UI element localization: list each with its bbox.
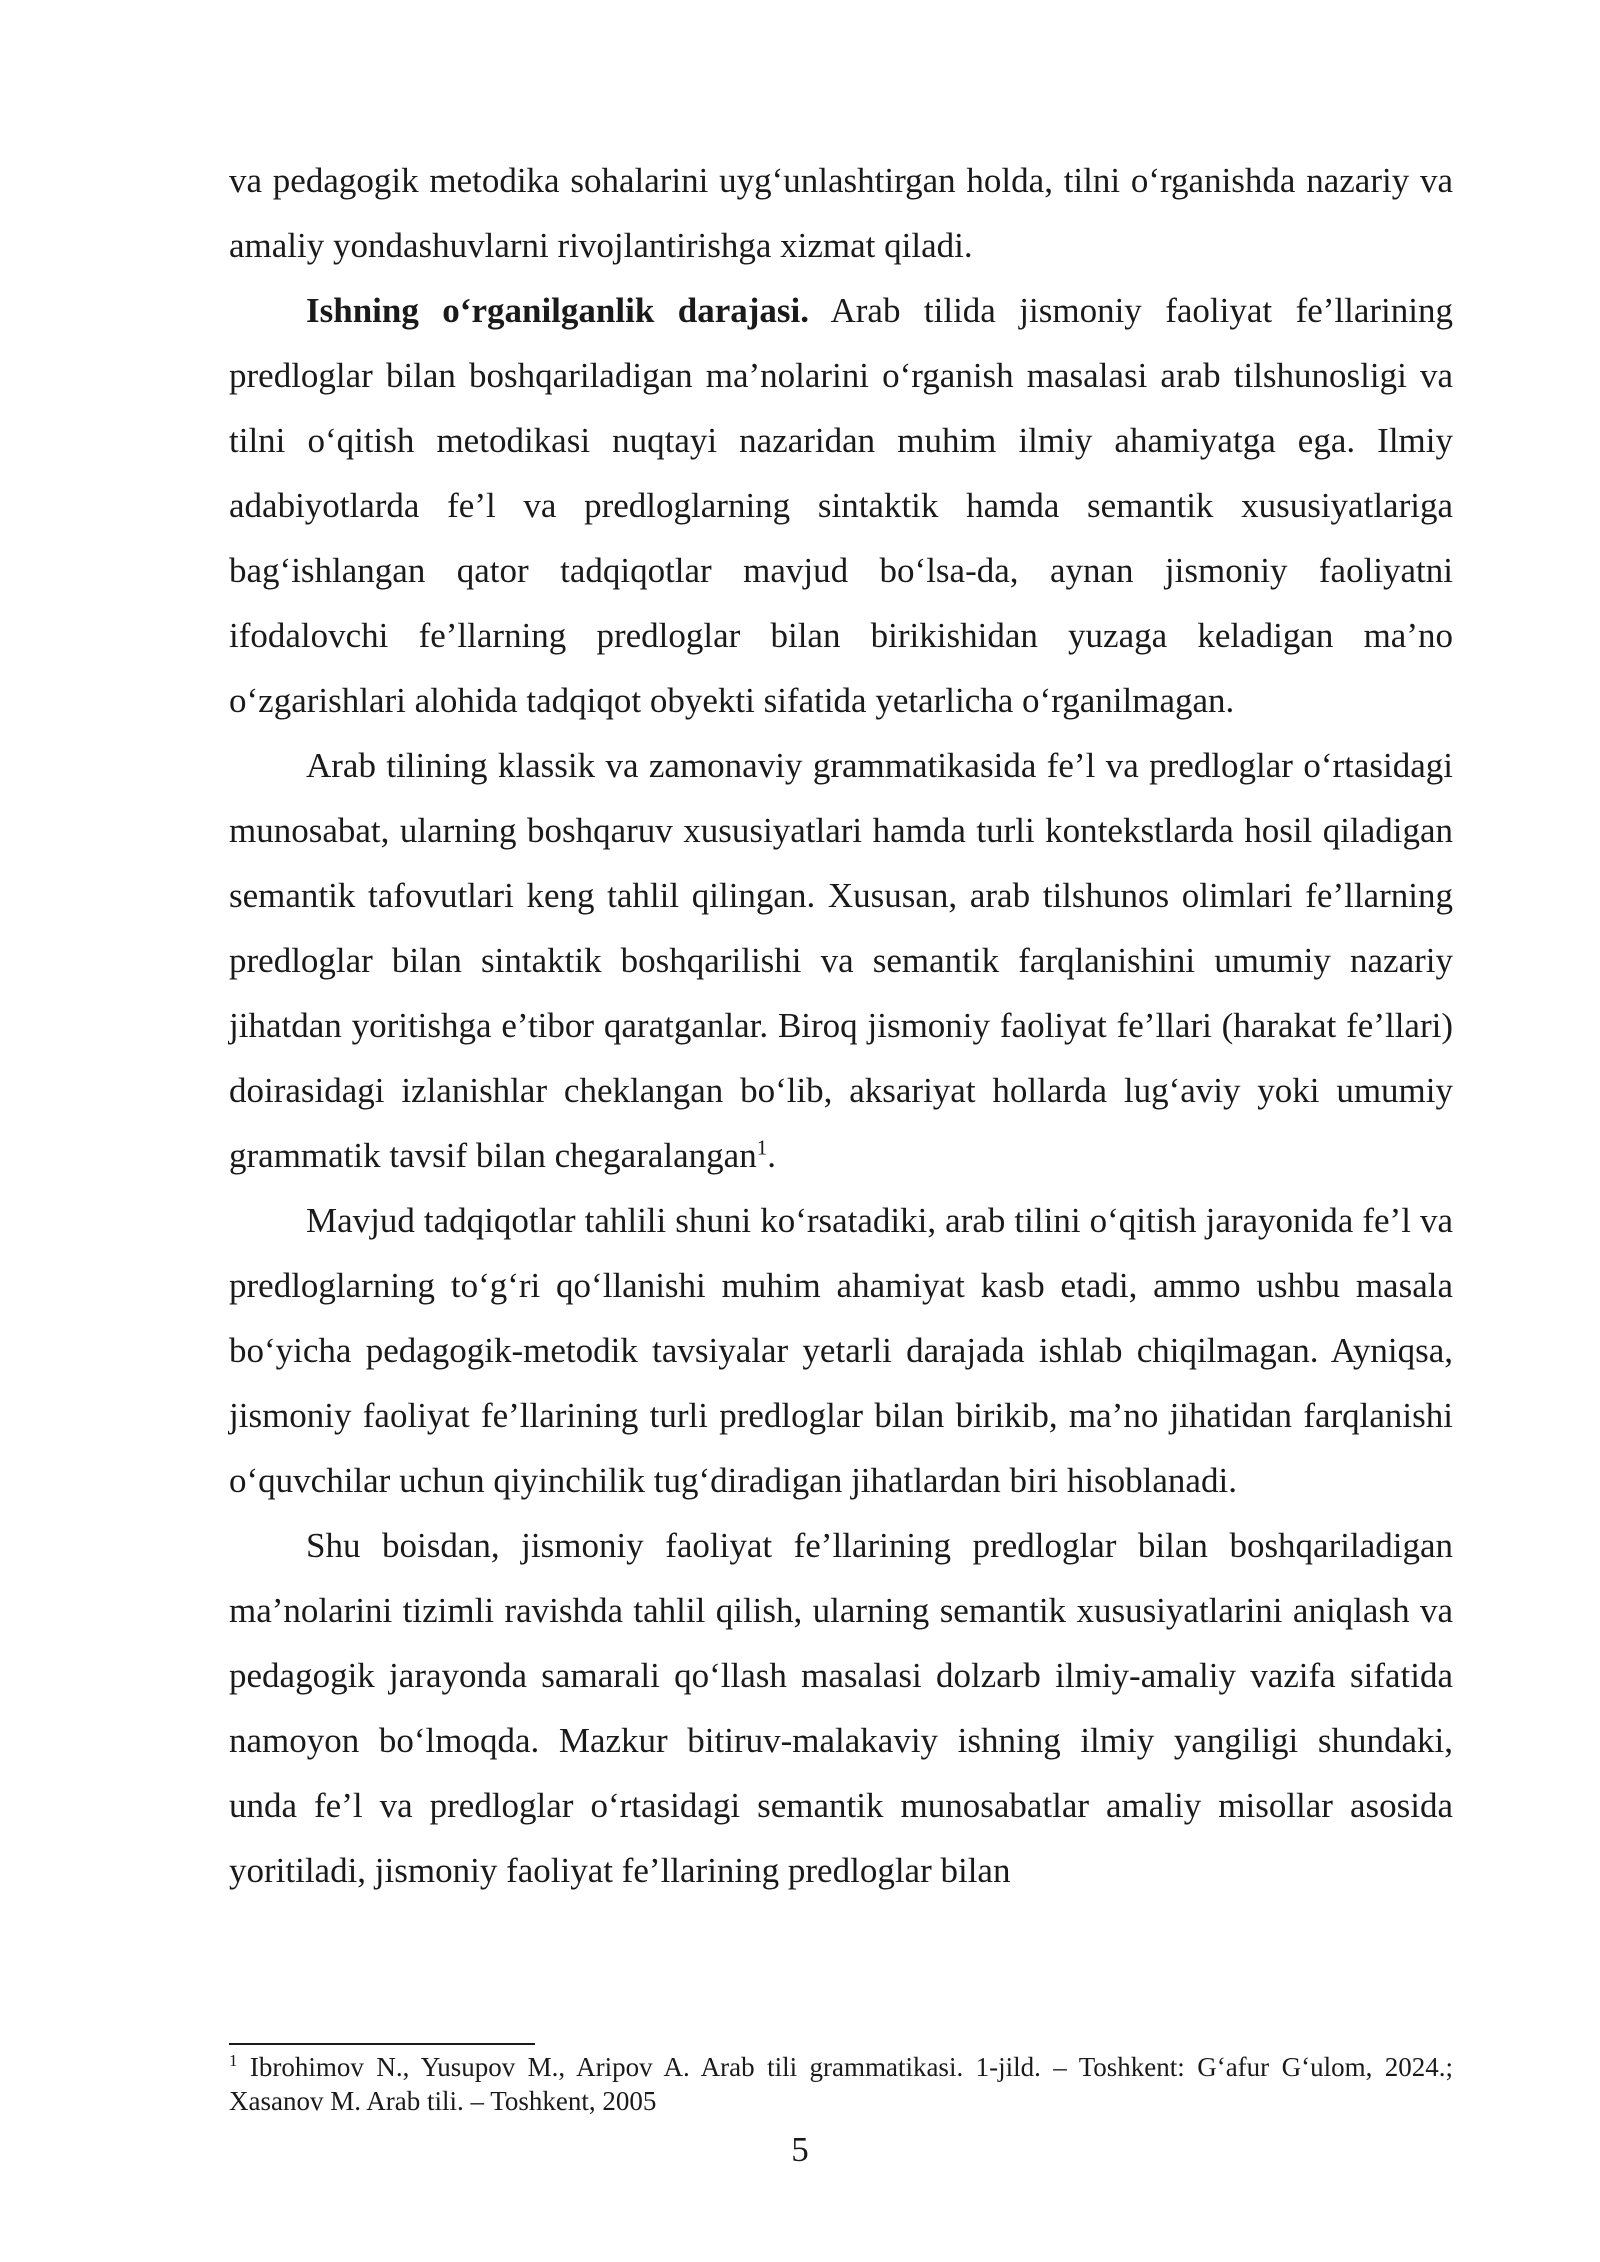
paragraph-5 (229, 1513, 1453, 1903)
paragraph-text: Mavjud tadqiqotlar tahlili shuni ko‘rsatadiki, arab tilini o‘qitish jarayonida fe’l va predloglarning to‘g‘ri qo‘llanishi muhim ahamiyat kasb etadi, ammo ushbu masala bo‘yicha pedagogik-metodik tavsiyalar yetarli darajada ishlab chiqilmagan. Ayniqsa, jismoniy faoliyat fe’llarining turli predloglar bilan birikib, ma’no jihatidan farqlanishi o‘quvchilar uchun qiyinchilik tug‘diradigan jihatlardan biri hisoblanadi. (229, 1201, 1453, 1500)
paragraph-text: Shu boisdan, jismoniy faoliyat fe’llarining predloglar bilan boshqariladigan ma’nolarini tizimli ravishda tahlil qilish, ularning semantik xususiyatlarini aniqlash va pedagogik jarayonda samarali qo‘llash masalasi dolzarb ilmiy-amaliy vazifa sifatida namoyon bo‘lmoqda. Mazkur bitiruv-malakaviy ishning ilmiy yangiligi shundaki, unda fe’l va predloglar o‘rtasidagi semantik munosabatlar amaliy misollar asosida yoritiladi, jismoniy faoliyat fe’llarining predloglar bilan (229, 1526, 1453, 1890)
paragraph-1 (229, 148, 1453, 278)
footnote-separator (229, 2043, 535, 2045)
footnote-marker: 1 (229, 2051, 238, 2070)
paragraph-3: Arab tilining klassik va zamonaviy grammatikasida fe’l va predloglar o‘rtasidagi munosabat, ularning boshqaruv xususiyatlari hamda turli kontekstlarda hosil qiladigan semantik tafovutlari keng tahlil qilingan. Xususan, arab tilshunos olimlari fe’llarning predloglar bilan sintaktik boshqarilishi va semantik farqlanishini umumiy nazariy jihatdan yoritishga e’tibor qaratganlar. Biroq jismoniy faoliyat fe’llari (harakat fe’llari) doirasidagi izlanishlar cheklangan bo‘lib, aksariyat hollarda lug‘aviy yoki umumiy grammatik tavsif bilan chegaralangan$^1$. (229, 746, 1453, 1175)
footnote-reference[interactable]: 1 (756, 1135, 768, 1160)
footnote-text: Ibrohimov N., Yusupov M., Aripov A. Arab tili grammatikasi. 1-jild. – Toshkent: G‘afur G‘ulom, 2024.; Xasanov M. Arab tili. – Toshkent, 2005 (229, 2052, 1453, 2116)
footnote (229, 2050, 1453, 2118)
section-lead-heading: Ishning o‘rganilganlik darajasi. (306, 291, 809, 330)
paragraph-text: va pedagogik metodika sohalarini uyg‘unlashtirgan holda, tilni o‘rganishda nazariy va amaliy yondashuvlarni rivojlantirishga xizmat qiladi. (229, 161, 1453, 265)
page-number: 5 (791, 2130, 809, 2169)
paragraph-4 (229, 1188, 1453, 1513)
paragraph-text: Arab tilida jismoniy faoliyat fe’llarining predloglar bilan boshqariladigan ma’nolarini o‘rganish masalasi arab tilshunosligi va tilni o‘qitish metodikasi nuqtayi nazaridan muhim ilmiy ahamiyatga ega. Ilmiy adabiyotlarda fe’l va predloglarning sintaktik hamda semantik xususiyatlariga bag‘ishlangan qator tadqiqotlar mavjud bo‘lsa-da, aynan jismoniy faoliyatni ifodalovchi fe’llarning predloglar bilan birikishidan yuzaga keladigan ma’no o‘zgarishlari alohida tadqiqot obyekti sifatida yetarlicha o‘rganilmagan. (229, 291, 1454, 720)
paragraph-text: Arab tilining klassik va zamonaviy grammatikasida fe’l va predloglar o‘rtasidagi munosabat, ularning boshqaruv xususiyatlari hamda turli kontekstlarda hosil qiladigan semantik tafovutlari keng tahlil qilingan. Xususan, arab tilshunos olimlari fe’llarning predloglar bilan sintaktik boshqarilishi va semantik farqlanishini umumiy nazariy jihatdan yoritishga e’tibor qaratganlar. Biroq jismoniy faoliyat fe’llari (harakat fe’llari) doirasidagi izlanishlar cheklangan bo‘lib, aksariyat hollarda lug‘aviy yoki umumiy grammatik tavsif bilan chegaralangan (229, 746, 1453, 1175)
paragraph-2 (229, 278, 1453, 733)
body-text (229, 148, 1453, 1903)
